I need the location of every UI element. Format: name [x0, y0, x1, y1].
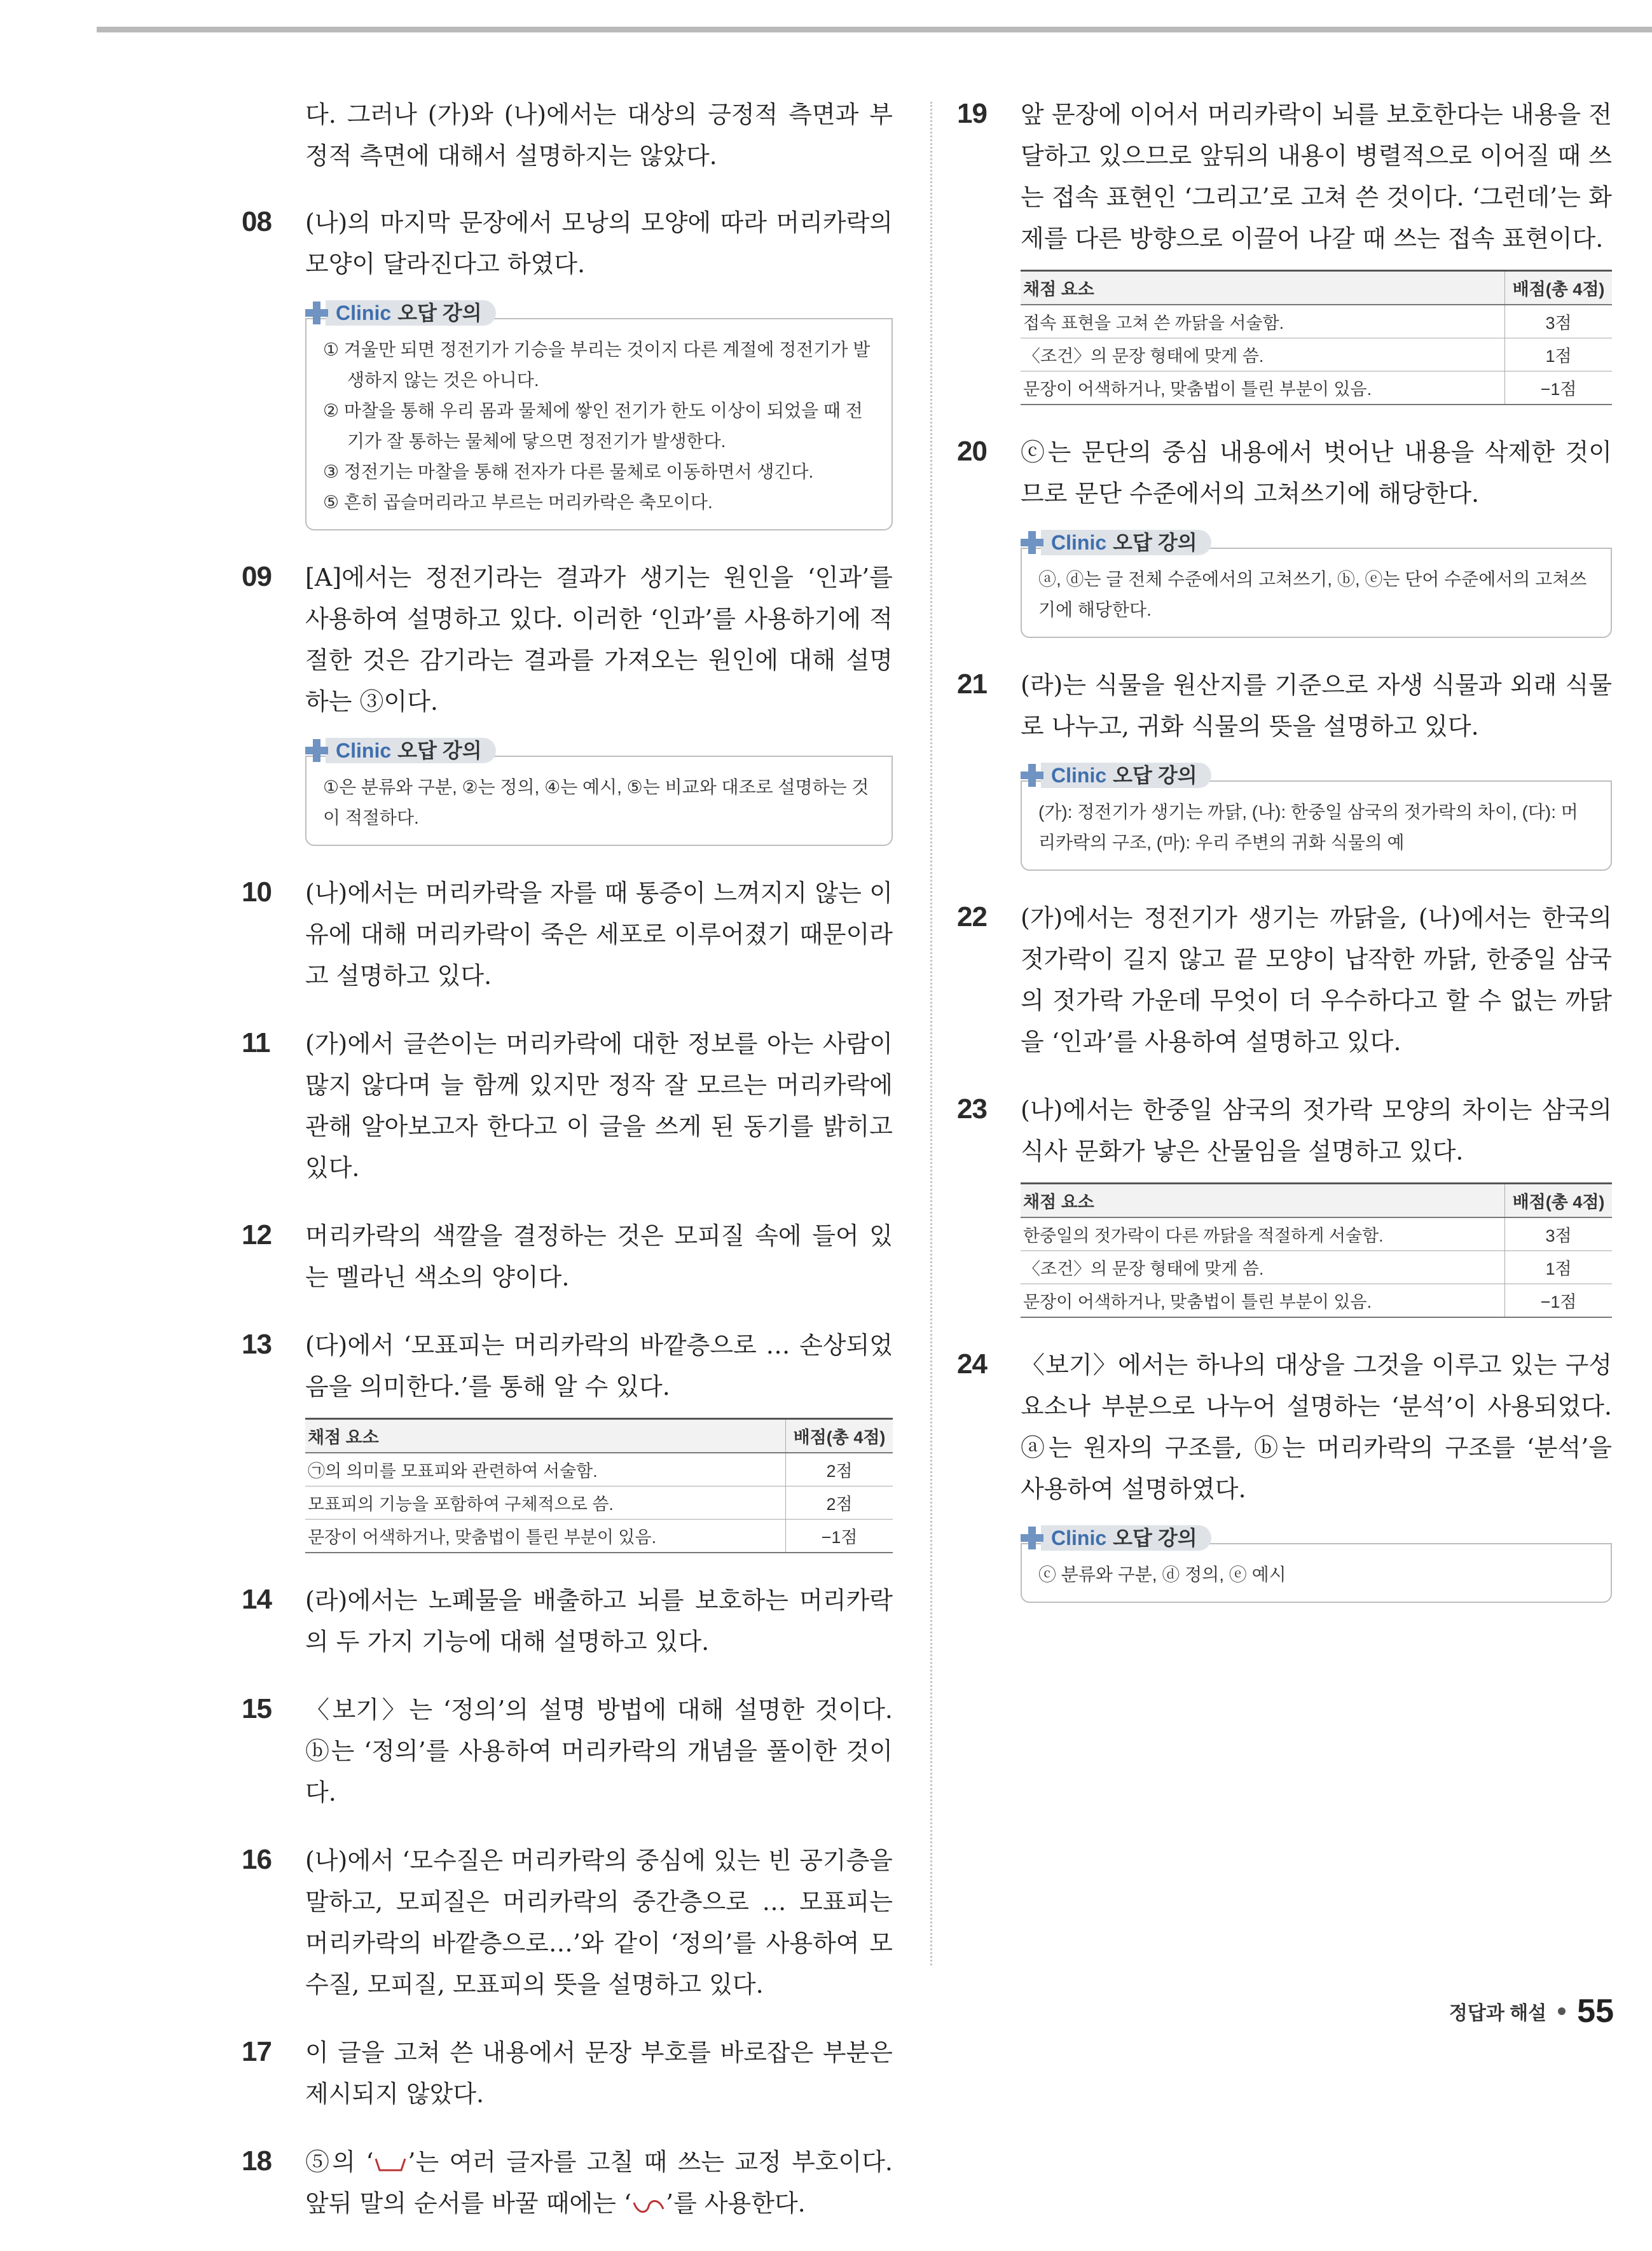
- clinic-item: ⑤ 흔히 곱슬머리라고 부르는 머리카락은 축모이다.: [323, 492, 713, 512]
- question-number: 11: [242, 1027, 270, 1058]
- question-number: 20: [957, 436, 987, 467]
- clinic-box: [1021, 1524, 1612, 1603]
- clinic-item: ③ 정전기는 마찰을 통해 전자가 다른 물체로 이동하면서 생긴다.: [323, 462, 814, 481]
- table-row: 〈조건〉의 문장 형태에 맞게 씀. 1점: [1021, 1251, 1612, 1284]
- table-row: 문장이 어색하거나, 맞춤법이 틀린 부분이 있음. −1점: [1021, 371, 1612, 405]
- clinic-item: ① 겨울만 되면 정전기가 기승을 부리는 것이지 다른 계절에 정전기가 발생하지 않는 것은 아니다.: [323, 340, 871, 390]
- answer-text: 〈보기〉는 ‘정의’의 설명 방법에 대해 설명한 것이다. ⓑ는 ‘정의’를 사용하여 머리카락의 개념을 풀이한 것이다.: [305, 1696, 893, 1806]
- answer-text: 머리카락의 색깔을 결정하는 것은 모피질 속에 들어 있는 멜라닌 색소의 양이다.: [305, 1222, 893, 1291]
- answer-16: [242, 1840, 893, 2005]
- answer-22: [957, 897, 1612, 1063]
- question-number: 12: [242, 1219, 272, 1250]
- question-number: 24: [957, 1348, 987, 1380]
- answer-text: (나)의 마지막 문장에서 모낭의 모양에 따라 머리카락의 모양이 달라진다고 하였다.: [305, 209, 893, 278]
- question-number: 17: [242, 2036, 272, 2067]
- proofreading-swap-mark-icon: [631, 2196, 666, 2215]
- answer-24: [957, 1345, 1612, 1603]
- question-number: 18: [242, 2145, 272, 2177]
- clinic-item: ② 마찰을 통해 우리 몸과 물체에 쌓인 전기가 한도 이상이 되었을 때 전기가 잘 통하는 물체에 닿으면 정전기가 발생한다.: [323, 401, 863, 451]
- question-number: 19: [957, 98, 987, 129]
- answer-08: [242, 202, 893, 530]
- answer-text: 이 글을 고쳐 쓴 내용에서 문장 부호를 바로잡은 부분은 제시되지 않았다.: [305, 2039, 893, 2108]
- answer-text: (라)는 식물을 원산지를 기준으로 자생 식물과 외래 식물로 나누고, 귀화 식물의 뜻을 설명하고 있다.: [1021, 671, 1612, 740]
- answer-text: (라)에서는 노폐물을 배출하고 뇌를 보호하는 머리카락의 두 가지 기능에 대해 설명하고 있다.: [305, 1586, 893, 1656]
- answer-18: [242, 2142, 893, 2224]
- answer-text: (나)에서는 한중일 삼국의 젓가락 모양의 차이는 삼국의 식사 문화가 낳은 산물임을 설명하고 있다.: [1021, 1096, 1612, 1165]
- clinic-label: Clinic 오답 강의: [326, 300, 496, 326]
- table-row: 접속 표현을 고쳐 쓴 까닭을 서술함. 3점: [1021, 305, 1612, 338]
- question-number: 21: [957, 668, 987, 700]
- top-rule: [97, 27, 1652, 32]
- answer-15: [242, 1689, 893, 1813]
- answer-21: [957, 665, 1612, 871]
- scoring-table: 채점 요소 배점(총 4점) 한중일의 젓가락이 다른 까닭을 적절하게 서술함. 3점 〈조건〉의 문장 형태에 맞게 씀. 1점 문장이 어색하거나, 맞춤법이 틀린 부분이 있음. −1점: [1021, 1182, 1612, 1318]
- question-number: 09: [242, 561, 272, 592]
- page-footer: [1449, 1992, 1614, 2030]
- answer-09: [242, 557, 893, 846]
- clinic-box: [305, 299, 893, 530]
- clinic-label: Clinic 오답 강의: [1041, 1525, 1211, 1551]
- answer-text: (가)에서 글쓴이는 머리카락에 대한 정보를 아는 사람이 많지 않다며 늘 함께 있지만 정작 잘 모르는 머리카락에 관해 알아보고자 한다고 이 글을 쓰게 된 동기를 밝히고 있다.: [305, 1030, 893, 1182]
- clinic-item: ①은 분류와 구분, ②는 정의, ④는 예시, ⑤는 비교와 대조로 설명하는 것이 적절하다.: [323, 777, 869, 828]
- answer-text: 〈보기〉에서는 하나의 대상을 그것을 이루고 있는 구성 요소나 부분으로 나누어 설명하는 ‘분석’이 사용되었다. ⓐ는 원자의 구조를, ⓑ는 머리카락의 구조를 ‘분석’을 사용하여 설명하였다.: [1021, 1351, 1612, 1503]
- bullet-icon: [1558, 2007, 1566, 2015]
- answer-text: (나)에서 ‘모수질은 머리카락의 중심에 있는 빈 공기층을 말하고, 모피질은 머리카락의 중간층으로 … 모표피는 머리카락의 바깥층으로…’와 같이 ‘정의’를 사용하여 모수질, 모피질, 모표피의 뜻을 설명하고 있다.: [305, 1846, 893, 1998]
- table-row: 문장이 어색하거나, 맞춤법이 틀린 부분이 있음. −1점: [305, 1520, 893, 1553]
- question-number: 23: [957, 1093, 987, 1125]
- right-column: [957, 94, 1612, 1630]
- answer-12: [242, 1216, 893, 1298]
- column-divider: [930, 102, 932, 1965]
- footer-label: 정답과 해설: [1449, 2003, 1547, 2024]
- answer-text: ⑤의 ‘ ’는 여러 글자를 고칠 때 쓰는 교정 부호이다. 앞뒤 말의 순서를 바꿀 때에는 ‘ ’를 사용한다.: [305, 2148, 893, 2217]
- question-number: 08: [242, 206, 272, 237]
- left-column: [242, 94, 893, 2251]
- page-number: 55: [1577, 1993, 1614, 2030]
- question-number: 22: [957, 901, 987, 932]
- answer-text: (나)에서는 머리카락을 자를 때 통증이 느껴지지 않는 이유에 대해 머리카락이 죽은 세포로 이루어졌기 때문이라고 설명하고 있다.: [305, 879, 893, 990]
- answer-10: [242, 873, 893, 997]
- clinic-label: Clinic 오답 강의: [1041, 763, 1211, 788]
- clinic-label: Clinic 오답 강의: [1041, 530, 1211, 555]
- clinic-item: ⓒ 분류와 구분, ⓓ 정의, ⓔ 예시: [1038, 1565, 1286, 1584]
- answer-19: [957, 94, 1612, 405]
- table-row: 한중일의 젓가락이 다른 까닭을 적절하게 서술함. 3점: [1021, 1217, 1612, 1251]
- question-number: 14: [242, 1584, 272, 1615]
- proofreading-replace-mark-icon: [373, 2155, 408, 2174]
- table-row: ㉠의 의미를 모표피와 관련하여 서술함. 2점: [305, 1453, 893, 1486]
- answer-13: [242, 1325, 893, 1553]
- answer-text: ⓒ는 문단의 중심 내용에서 벗어난 내용을 삭제한 것이므로 문단 수준에서의 고쳐쓰기에 해당한다.: [1021, 438, 1612, 508]
- question-number: 13: [242, 1329, 272, 1360]
- table-row: 모표피의 기능을 포함하여 구체적으로 씀. 2점: [305, 1486, 893, 1520]
- clinic-box: [1021, 529, 1612, 638]
- continuation-paragraph: 다. 그러나 (가)와 (나)에서는 대상의 긍정적 측면과 부정적 측면에 대해서 설명하지는 않았다.: [305, 100, 893, 170]
- clinic-label: Clinic 오답 강의: [326, 738, 496, 763]
- plus-icon: [1019, 1525, 1045, 1551]
- clinic-box: [305, 737, 893, 846]
- plus-icon: [1019, 763, 1045, 788]
- plus-icon: [1019, 530, 1045, 555]
- answer-11: [242, 1023, 893, 1189]
- answer-14: [242, 1580, 893, 1663]
- scoring-table: 채점 요소 배점(총 4점) 접속 표현을 고쳐 쓴 까닭을 서술함. 3점 〈조건〉의 문장 형태에 맞게 씀. 1점 문장이 어색하거나, 맞춤법이 틀린 부분이 있음. −1점: [1021, 270, 1612, 405]
- clinic-item: (가): 정전기가 생기는 까닭, (나): 한중일 삼국의 젓가락의 차이, (다): 머리카락의 구조, (마): 우리 주변의 귀화 식물의 예: [1038, 802, 1578, 852]
- answer-text: [A]에서는 정전기라는 결과가 생기는 원인을 ‘인과’를 사용하여 설명하고 있다. 이러한 ‘인과’를 사용하기에 적절한 것은 감기라는 결과를 가져오는 원인에 대해 설명하는 ③이다.: [305, 564, 893, 716]
- clinic-box: [1021, 761, 1612, 871]
- table-row: 〈조건〉의 문장 형태에 맞게 씀. 1점: [1021, 338, 1612, 371]
- question-number: 15: [242, 1693, 272, 1724]
- answer-20: [957, 432, 1612, 638]
- plus-icon: [304, 300, 329, 326]
- scoring-table: 채점 요소 배점(총 4점) ㉠의 의미를 모표피와 관련하여 서술함. 2점 모표피의 기능을 포함하여 구체적으로 씀. 2점 문장이 어색하거나, 맞춤법이 틀린 부분이 있음. −1점: [305, 1418, 893, 1553]
- answer-text: 앞 문장에 이어서 머리카락이 뇌를 보호한다는 내용을 전달하고 있으므로 앞뒤의 내용이 병렬적으로 이어질 때 쓰는 접속 표현인 ‘그리고’로 고쳐 쓴 것이다. ‘그런데’는 화제를 다른 방향으로 이끌어 나갈 때 쓰는 접속 표현이다.: [1021, 100, 1612, 253]
- answer-23: [957, 1090, 1612, 1318]
- answer-text: (가)에서는 정전기가 생기는 까닭을, (나)에서는 한국의 젓가락이 길지 않고 끝 모양이 납작한 까닭, 한중일 삼국의 젓가락 가운데 무엇이 더 우수하다고 할 수 없는 까닭을 ‘인과’를 사용하여 설명하고 있다.: [1021, 904, 1612, 1056]
- question-number: 16: [242, 1844, 272, 1875]
- plus-icon: [304, 738, 329, 763]
- clinic-item: ⓐ, ⓓ는 글 전체 수준에서의 고쳐쓰기, ⓑ, ⓔ는 단어 수준에서의 고쳐쓰기에 해당한다.: [1038, 569, 1587, 620]
- table-row: 문장이 어색하거나, 맞춤법이 틀린 부분이 있음. −1점: [1021, 1284, 1612, 1318]
- answer-17: [242, 2032, 893, 2115]
- question-number: 10: [242, 876, 272, 908]
- answer-text: (다)에서 ‘모표피는 머리카락의 바깥층으로 … 손상되었음을 의미한다.’를 통해 알 수 있다.: [305, 1331, 893, 1401]
